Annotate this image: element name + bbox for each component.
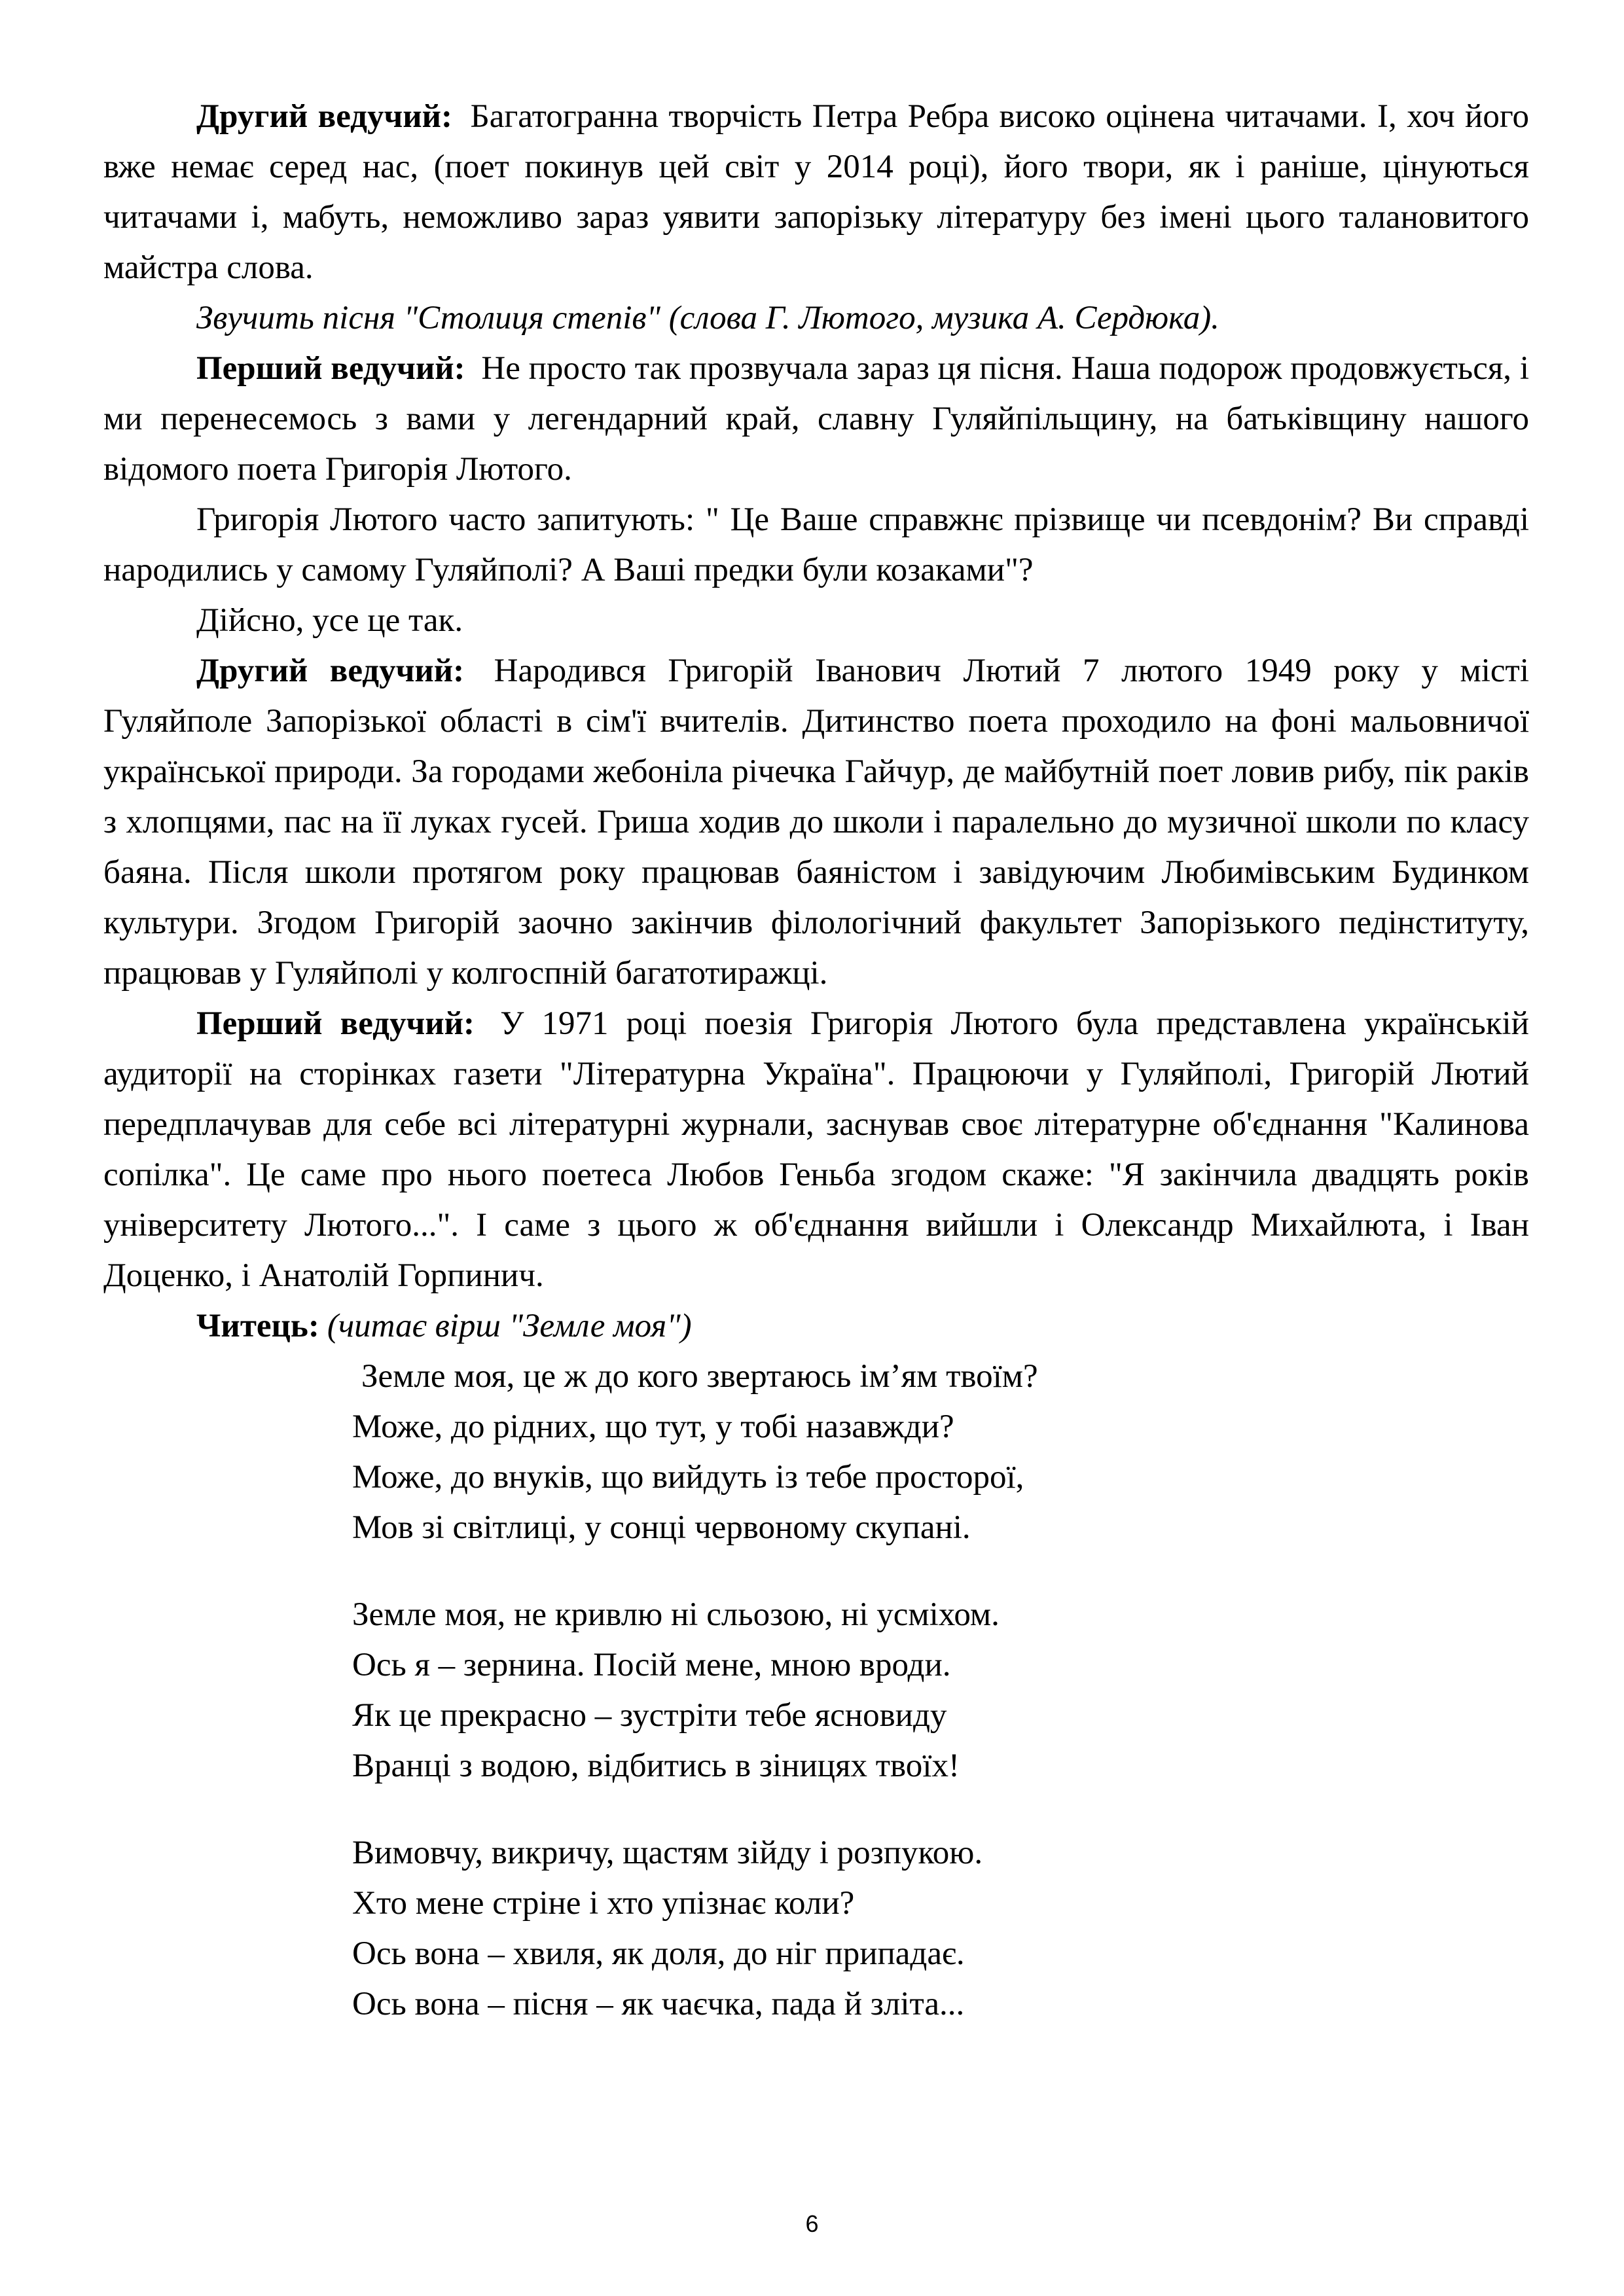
poem-line: Може, до внуків, що вийдуть із тебе просторої, — [352, 1459, 1024, 1496]
poem-line: Ось вона – пісня – як чаєчка, пада й зліта... — [352, 1986, 965, 2022]
poem-line: Мов зі світлиці, у сонці червоному скупані. — [352, 1509, 971, 1546]
poem-line: Земле моя, не кривлю ні сльозою, ні усміхом. — [352, 1596, 1000, 1633]
speaker-label: Другий ведучий: — [196, 653, 465, 689]
reader-line — [103, 1301, 1529, 1352]
paragraph-text: Не просто так прозвучала зараз ця пісня. Наша подорож продовжується, і ми перенесемось з вами у легендарний край, славну Гуляйпільщину, на батьківщину нашого відомого поета Григорія Лютого. — [103, 350, 1529, 488]
poem-line: Вранці з водою, відбитись в зіницях твоїх! — [352, 1748, 960, 1784]
paragraph-text: Григорія Лютого часто запитують: " Це Ваше справжнє прізвище чи псевдонім? Ви справді народились у самому Гуляйполі? А Ваші предки були козаками"? — [103, 501, 1529, 588]
paragraph-second-host-2 — [103, 646, 1529, 999]
paragraph-answer — [103, 596, 1529, 646]
page-number: 6 — [805, 2210, 819, 2237]
speaker-label: Перший ведучий: — [196, 1005, 475, 1042]
reader-note: (читає вірш "Земле моя") — [327, 1308, 692, 1344]
poem-line: Може, до рідних, що тут, у тобі назавжди? — [352, 1408, 954, 1445]
poem-line: Як це прекрасно – зустріти тебе ясновиду — [352, 1697, 947, 1734]
paragraph-text: У 1971 році поезія Григорія Лютого була представлена українській аудиторії на сторінках газети "Літературна Україна". Працюючи у Гуляйполі, Григорій Лютий передплачував для себе всі літературні журнали, заснував своє літературне об'єднання "Калинова сопілка". Це саме про нього поетеса Любов Геньба згодом скаже: "Я закінчила двадцять років університету Лютого...". І саме з цього ж об'єднання вийшли і Олександр Михайлюта, і Іван Доценко, і Анатолій Горпинич. — [103, 1005, 1529, 1294]
speaker-label: Другий ведучий: — [196, 98, 452, 135]
page-content — [103, 92, 1529, 2030]
paragraph-second-host-1 — [103, 92, 1529, 293]
poem-line: Вимовчу, викричу, щастям зійду і розпукою. — [352, 1835, 983, 1871]
poem-line: Земле моя, це ж до кого звертаюсь ім’ям твоїм? — [361, 1358, 1038, 1395]
poem-stanza-2 — [352, 1590, 1529, 1791]
paragraph-first-host-1 — [103, 344, 1529, 495]
stage-direction-text: Звучить пісня "Столиця степів" (слова Г. Лютого, музика А. Сердюка). — [196, 300, 1219, 336]
poem-line: Хто мене стріне і хто упізнає коли? — [352, 1885, 855, 1922]
poem-stanza-3 — [352, 1828, 1529, 2030]
stage-direction-song — [103, 293, 1529, 344]
poem-line: Ось вона – хвиля, як доля, до ніг припадає. — [352, 1935, 965, 1972]
poem-line: Ось я – зернина. Посій мене, мною вроди. — [352, 1647, 951, 1683]
paragraph-text: Багатогранна творчість Петра Ребра високо оцінена читачами. І, хоч його вже немає серед нас, (поет покинув цей світ у 2014 році), його твори, як і раніше, цінуються читачами і, мабуть, неможливо зараз уявити запорізьку літературу без імені цього талановитого майстра слова. — [103, 98, 1530, 286]
reader-label: Читець: — [196, 1308, 319, 1344]
paragraph-text: Народився Григорій Іванович Лютий 7 лютого 1949 року у місті Гуляйполе Запорізької області в сім'ї вчителів. Дитинство поета проходило на фоні мальовничої української природи. За городами жебоніла річечка Гайчур, де майбутній поет ловив рибу, пік раків з хлопцями, пас на її луках гусей. Гриша ходив до школи і паралельно до музичної школи по класу баяна. Після школи протягом року працював баяністом і завідуючим Любимівським Будинком культури. Згодом Григорій заочно закінчив філологічний факультет Запорізького педінституту, працював у Гуляйполі у колгоспній багатотиражці. — [103, 653, 1530, 992]
paragraph-text: Дійсно, усе це так. — [196, 602, 463, 639]
poem — [352, 1352, 1529, 2030]
paragraph-first-host-2 — [103, 999, 1529, 1301]
paragraph-questions — [103, 495, 1529, 596]
poem-stanza-1 — [352, 1352, 1529, 1553]
speaker-label: Перший ведучий: — [196, 350, 465, 387]
